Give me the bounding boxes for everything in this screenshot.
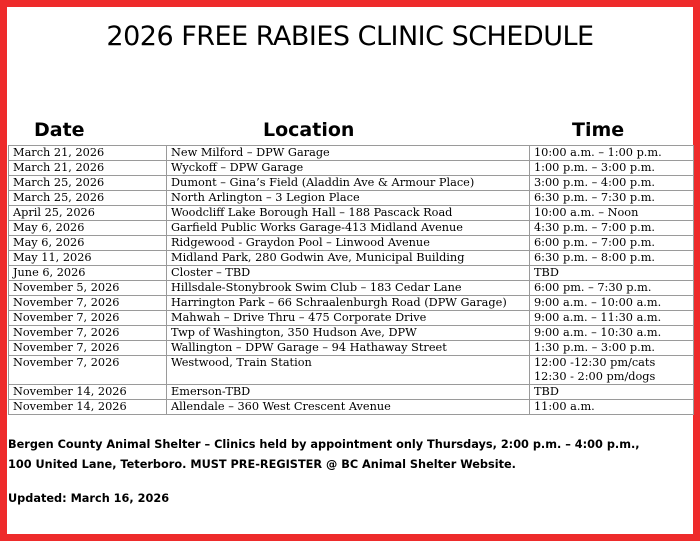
location-cell: Twp of Washington, 350 Hudson Ave, DPW [167, 326, 530, 341]
table-row [9, 206, 694, 221]
date-column-header: Date [34, 119, 85, 141]
table-row [9, 221, 694, 236]
table-row [9, 385, 694, 400]
table-row [9, 400, 694, 415]
location-cell: Dumont – Gina’s Field (Aladdin Ave & Armour Place) [167, 176, 530, 191]
table-row [9, 266, 694, 281]
updated-date: Updated: March 16, 2026 [8, 492, 170, 505]
date-cell: November 5, 2026 [9, 281, 167, 296]
schedule-table [8, 145, 694, 415]
table-row [9, 161, 694, 176]
location-cell: Wallington – DPW Garage – 94 Hathaway Street [167, 341, 530, 356]
location-cell: North Arlington – 3 Legion Place [167, 191, 530, 206]
location-cell: Allendale – 360 West Crescent Avenue [167, 400, 530, 415]
time-cell [530, 251, 694, 266]
time-cell [530, 176, 694, 191]
time-line: 11:00 a.m. [534, 400, 595, 413]
location-cell: Mahwah – Drive Thru – 475 Corporate Drive [167, 311, 530, 326]
location-column-header: Location [263, 119, 355, 141]
location-cell: Wyckoff – DPW Garage [167, 161, 530, 176]
table-row [9, 356, 694, 385]
table-row [9, 176, 694, 191]
table-row [9, 281, 694, 296]
time-line: 9:00 a.m. – 11:30 a.m. [534, 311, 662, 324]
time-cell [530, 221, 694, 236]
time-line: 6:30 p.m. – 8:00 p.m. [534, 251, 656, 264]
table-row [9, 146, 694, 161]
date-cell: May 6, 2026 [9, 236, 167, 251]
shelter-note-line-2: 100 United Lane, Teterboro. MUST PRE-REGISTER @ BC Animal Shelter Website. [8, 458, 516, 471]
date-cell: May 6, 2026 [9, 221, 167, 236]
location-cell: Emerson-TBD [167, 385, 530, 400]
time-line: 4:30 p.m. – 7:00 p.m. [534, 221, 656, 234]
time-line: 12:30 - 2:00 pm/dogs [534, 370, 656, 383]
location-cell: Harrington Park – 66 Schraalenburgh Road (DPW Garage) [167, 296, 530, 311]
time-line: TBD [534, 385, 559, 398]
date-cell: May 11, 2026 [9, 251, 167, 266]
time-column-header: Time [572, 119, 625, 141]
date-cell: March 21, 2026 [9, 161, 167, 176]
time-line: 10:00 a.m. – 1:00 p.m. [534, 146, 662, 159]
time-cell [530, 191, 694, 206]
time-line: 9:00 a.m. – 10:30 a.m. [534, 326, 662, 339]
shelter-note [8, 435, 688, 475]
page-title: 2026 FREE RABIES CLINIC SCHEDULE [106, 21, 594, 52]
time-line: TBD [534, 266, 559, 279]
time-cell [530, 400, 694, 415]
table-row [9, 311, 694, 326]
time-cell [530, 281, 694, 296]
date-cell: November 7, 2026 [9, 311, 167, 326]
time-line: 3:00 p.m. – 4:00 p.m. [534, 176, 656, 189]
time-cell [530, 356, 694, 385]
table-row [9, 326, 694, 341]
table-row [9, 236, 694, 251]
location-cell: Hillsdale-Stonybrook Swim Club – 183 Cedar Lane [167, 281, 530, 296]
table-row [9, 341, 694, 356]
date-cell: November 14, 2026 [9, 400, 167, 415]
time-line: 9:00 a.m. – 10:00 a.m. [534, 296, 662, 309]
date-cell: March 21, 2026 [9, 146, 167, 161]
time-cell [530, 161, 694, 176]
time-cell [530, 296, 694, 311]
location-cell: Woodcliff Lake Borough Hall – 188 Pascack Road [167, 206, 530, 221]
date-cell: November 7, 2026 [9, 356, 167, 385]
location-cell: New Milford – DPW Garage [167, 146, 530, 161]
location-cell: Closter – TBD [167, 266, 530, 281]
shelter-note-line-1: Bergen County Animal Shelter – Clinics held by appointment only Thursdays, 2:00 p.m. – 4:00 p.m., [8, 438, 640, 451]
date-cell: June 6, 2026 [9, 266, 167, 281]
time-line: 6:00 p.m. – 7:00 p.m. [534, 236, 656, 249]
time-cell [530, 341, 694, 356]
date-cell: November 7, 2026 [9, 296, 167, 311]
schedule-table-body [9, 146, 694, 415]
date-cell: November 7, 2026 [9, 341, 167, 356]
time-cell [530, 311, 694, 326]
time-line: 1:30 p.m. – 3:00 p.m. [534, 341, 656, 354]
table-row [9, 296, 694, 311]
location-cell: Midland Park, 280 Godwin Ave, Municipal Building [167, 251, 530, 266]
time-cell [530, 236, 694, 251]
time-cell [530, 385, 694, 400]
location-cell: Ridgewood - Graydon Pool – Linwood Avenue [167, 236, 530, 251]
time-cell [530, 266, 694, 281]
time-line: 6:00 pm. – 7:30 p.m. [534, 281, 652, 294]
location-cell: Westwood, Train Station [167, 356, 530, 385]
date-cell: March 25, 2026 [9, 191, 167, 206]
time-line: 1:00 p.m. – 3:00 p.m. [534, 161, 656, 174]
date-cell: March 25, 2026 [9, 176, 167, 191]
time-cell [530, 146, 694, 161]
time-line: 12:00 -12:30 pm/cats [534, 356, 656, 369]
date-cell: November 14, 2026 [9, 385, 167, 400]
date-cell: April 25, 2026 [9, 206, 167, 221]
time-line: 6:30 p.m. – 7:30 p.m. [534, 191, 656, 204]
table-row [9, 251, 694, 266]
location-cell: Garfield Public Works Garage-413 Midland Avenue [167, 221, 530, 236]
table-row [9, 191, 694, 206]
time-cell [530, 326, 694, 341]
time-cell [530, 206, 694, 221]
time-line: 10:00 a.m. – Noon [534, 206, 639, 219]
date-cell: November 7, 2026 [9, 326, 167, 341]
